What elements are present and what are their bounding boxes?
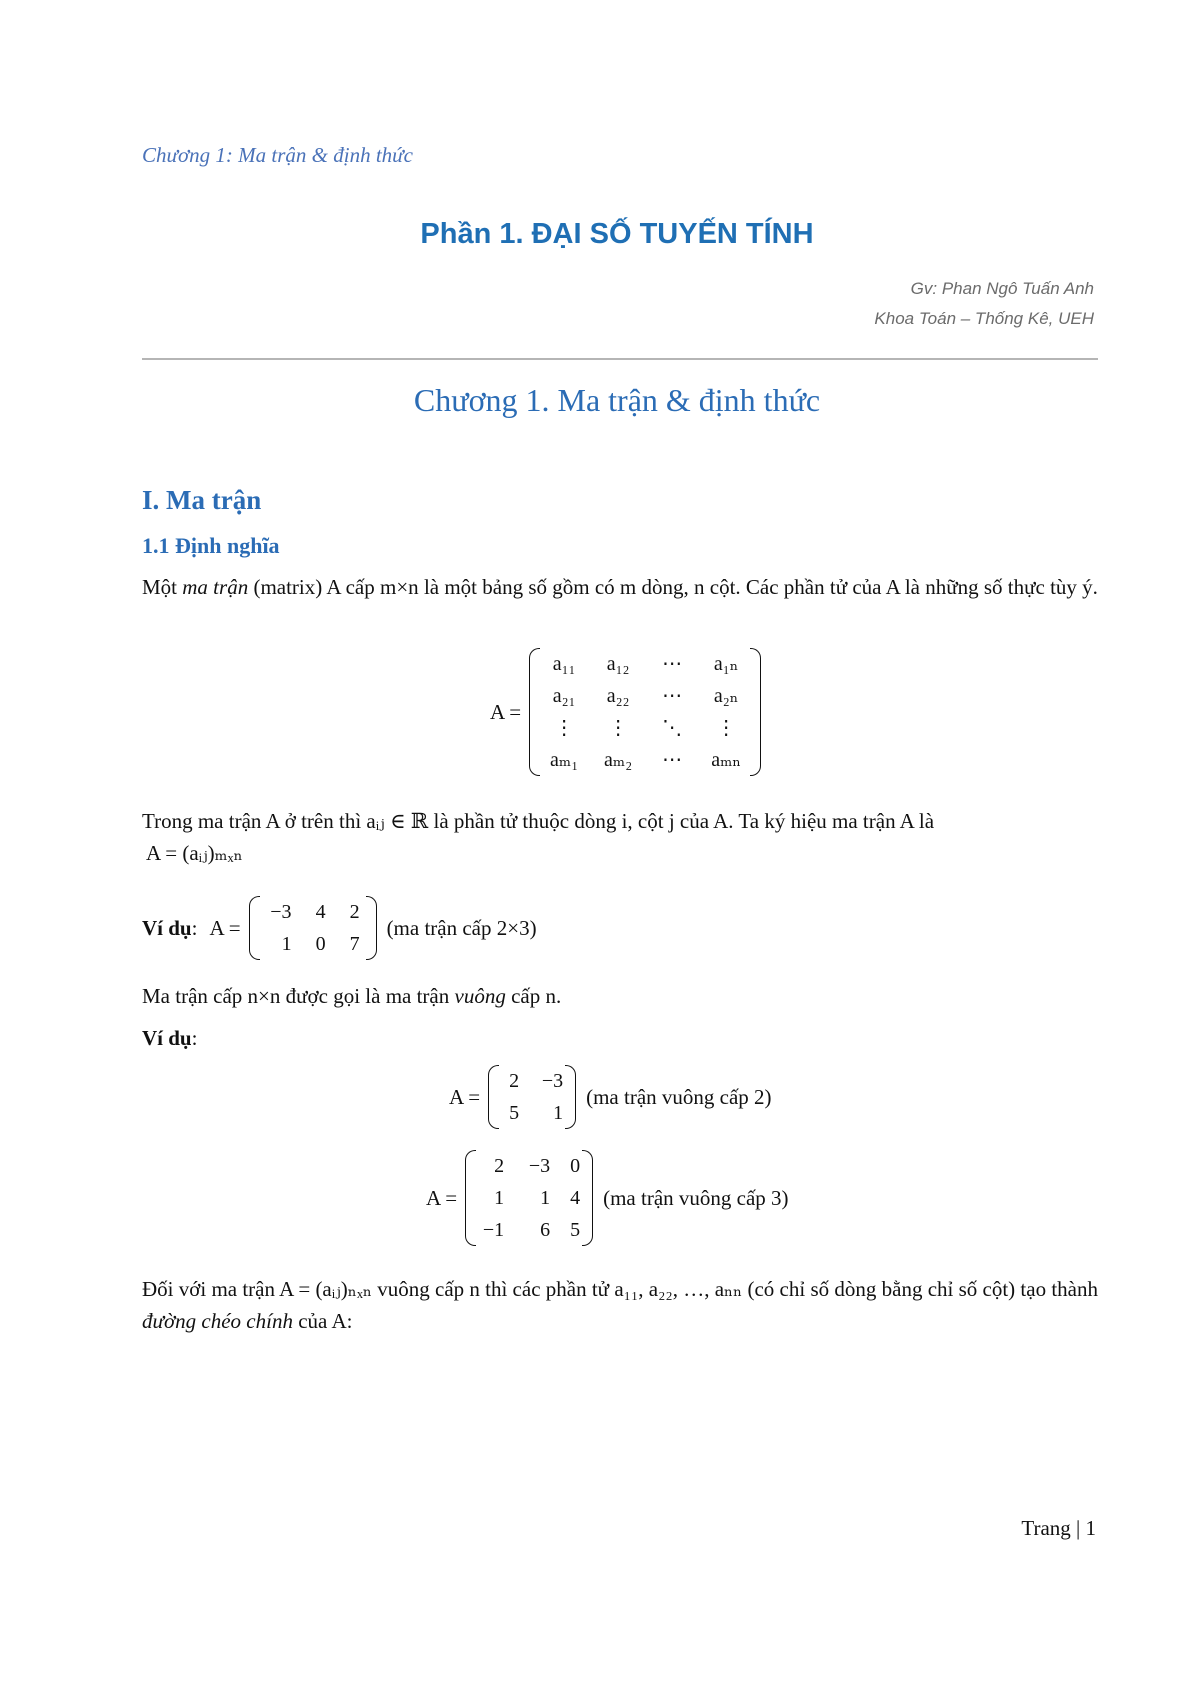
element-note — [142, 805, 1102, 869]
text: : — [191, 915, 198, 940]
text: Ma trận cấp — [142, 984, 248, 1008]
text: được gọi là ma trận — [280, 984, 455, 1008]
matrix-cell: a₂₁ — [552, 685, 576, 707]
example-label: Ví dụ — [142, 915, 192, 940]
right-paren — [366, 896, 377, 960]
matrix-cell: −3 — [270, 901, 292, 923]
matrix-cell: a₁₂ — [606, 653, 630, 675]
matrix-lhs: A = — [209, 915, 241, 940]
matrix — [488, 1065, 576, 1129]
matrix-cell: 2 — [349, 901, 360, 923]
definition-paragraph — [142, 571, 1102, 603]
text: cấp n. — [505, 984, 562, 1008]
left-paren — [488, 1065, 499, 1129]
text: (có chỉ số dòng bằng chỉ số cột) tạo thành — [742, 1277, 1098, 1301]
matrix-cell: ⋯ — [662, 749, 683, 771]
matrix-cell: 4 — [570, 1187, 581, 1209]
diagonal-paragraph — [142, 1273, 1102, 1337]
matrix-cell: 1 — [553, 1102, 564, 1124]
matrix-grid — [540, 648, 750, 776]
matrix-cell: 1 — [281, 933, 292, 955]
text: Trong ma trận A ở trên thì — [142, 809, 367, 833]
matrix-cell: ⋮ — [608, 717, 629, 739]
page-number: Trang | 1 — [1021, 1516, 1096, 1540]
emphasis: đường chéo chính — [142, 1309, 293, 1333]
text: của A: — [292, 1309, 353, 1333]
matrix-note: (ma trận vuông cấp 2) — [586, 1084, 772, 1109]
matrix-cell: aₘₙ — [711, 749, 741, 771]
matrix — [529, 648, 761, 776]
matrix-cell: 7 — [349, 933, 360, 955]
left-paren — [529, 648, 540, 776]
matrix-cell: a₂₂ — [606, 685, 630, 707]
math: a₁₁, a₂₂, …, aₙₙ — [614, 1277, 743, 1301]
general-matrix — [490, 648, 761, 776]
matrix-grid — [260, 896, 366, 960]
matrix-cell: 1 — [494, 1187, 505, 1209]
matrix-lhs: A = — [426, 1185, 458, 1210]
matrix-cell: 6 — [540, 1219, 551, 1241]
matrix-cell: ⋯ — [662, 653, 683, 675]
chapter-title: Chương 1. Ma trận & định thức — [413, 382, 821, 418]
emphasis: vuông — [454, 984, 506, 1008]
matrix-note: (ma trận cấp 2×3) — [386, 915, 537, 940]
matrix-cell: aₘ₁ — [550, 749, 579, 771]
matrix-cell: 2 — [509, 1070, 520, 1092]
example-2-matrix-2x2 — [449, 1065, 772, 1129]
example-label: Ví dụ — [142, 1026, 192, 1050]
example-2-label — [142, 1022, 1102, 1054]
matrix — [465, 1150, 593, 1246]
matrix-lhs: A = — [490, 699, 522, 724]
right-paren — [565, 1065, 576, 1129]
matrix-cell: a₁ₙ — [713, 653, 739, 675]
author-block — [874, 274, 1094, 334]
matrix-cell: −3 — [541, 1070, 564, 1092]
matrix-cell: 2 — [494, 1155, 505, 1177]
math-notation: A = (aᵢⱼ)ₘₓₙ — [146, 841, 243, 865]
matrix-cell: 5 — [570, 1219, 581, 1241]
left-paren — [249, 896, 260, 960]
matrix-cell: ⋯ — [662, 685, 683, 707]
matrix-cell: 1 — [540, 1187, 551, 1209]
section-heading: I. Ma trận — [142, 485, 262, 515]
running-header: Chương 1: Ma trận & định thức — [142, 143, 413, 167]
text: là phần tử thuộc dòng i, cột j của A. Ta ký hiệu ma trận A là — [428, 809, 935, 833]
math: aᵢⱼ ∈ ℝ — [366, 809, 429, 833]
part-title: Phần 1. ĐẠI SỐ TUYẾN TÍNH — [420, 218, 814, 250]
square-definition — [142, 980, 1102, 1012]
subsection-heading: 1.1 Định nghĩa — [142, 533, 280, 558]
matrix-cell: a₂ₙ — [713, 685, 739, 707]
matrix-cell: aₘ₂ — [604, 749, 633, 771]
matrix-cell: ⋮ — [716, 717, 737, 739]
example-2-matrix-3x3 — [426, 1150, 789, 1246]
matrix-cell: −3 — [528, 1155, 551, 1177]
matrix-grid — [499, 1065, 565, 1129]
matrix-cell: ⋮ — [554, 717, 575, 739]
text: Đối với ma trận — [142, 1277, 280, 1301]
matrix-lhs: A = — [449, 1084, 481, 1109]
left-paren — [465, 1150, 476, 1246]
dimension: m×n — [380, 575, 419, 599]
text: : — [191, 1026, 198, 1050]
text: Một — [142, 575, 183, 599]
emphasis: ma trận — [182, 575, 249, 599]
matrix — [249, 896, 377, 960]
matrix-cell: −1 — [482, 1219, 505, 1241]
right-paren — [750, 648, 761, 776]
text: (matrix) A cấp — [248, 575, 380, 599]
text: vuông cấp n thì các phần tử — [372, 1277, 615, 1301]
right-paren — [582, 1150, 593, 1246]
matrix-cell: 0 — [315, 933, 326, 955]
matrix-note: (ma trận vuông cấp 3) — [603, 1185, 789, 1210]
matrix-grid — [476, 1150, 582, 1246]
matrix-cell: ⋱ — [662, 717, 683, 739]
matrix-cell: 0 — [570, 1155, 581, 1177]
example-1 — [142, 896, 537, 960]
header-divider — [142, 358, 1098, 360]
matrix-cell: a₁₁ — [552, 653, 576, 675]
author-name: Gv: Phan Ngô Tuấn Anh — [910, 279, 1094, 298]
matrix-cell: 4 — [315, 901, 326, 923]
text: là một bảng số gồm có m dòng, n cột. Các phần tử của A là những số thực tùy ý. — [418, 575, 1098, 599]
math: A = (aᵢⱼ)ₙₓₙ — [279, 1277, 372, 1301]
author-affiliation: Khoa Toán – Thống Kê, UEH — [874, 309, 1094, 328]
dimension: n×n — [247, 984, 281, 1008]
matrix-cell: 5 — [509, 1102, 520, 1124]
